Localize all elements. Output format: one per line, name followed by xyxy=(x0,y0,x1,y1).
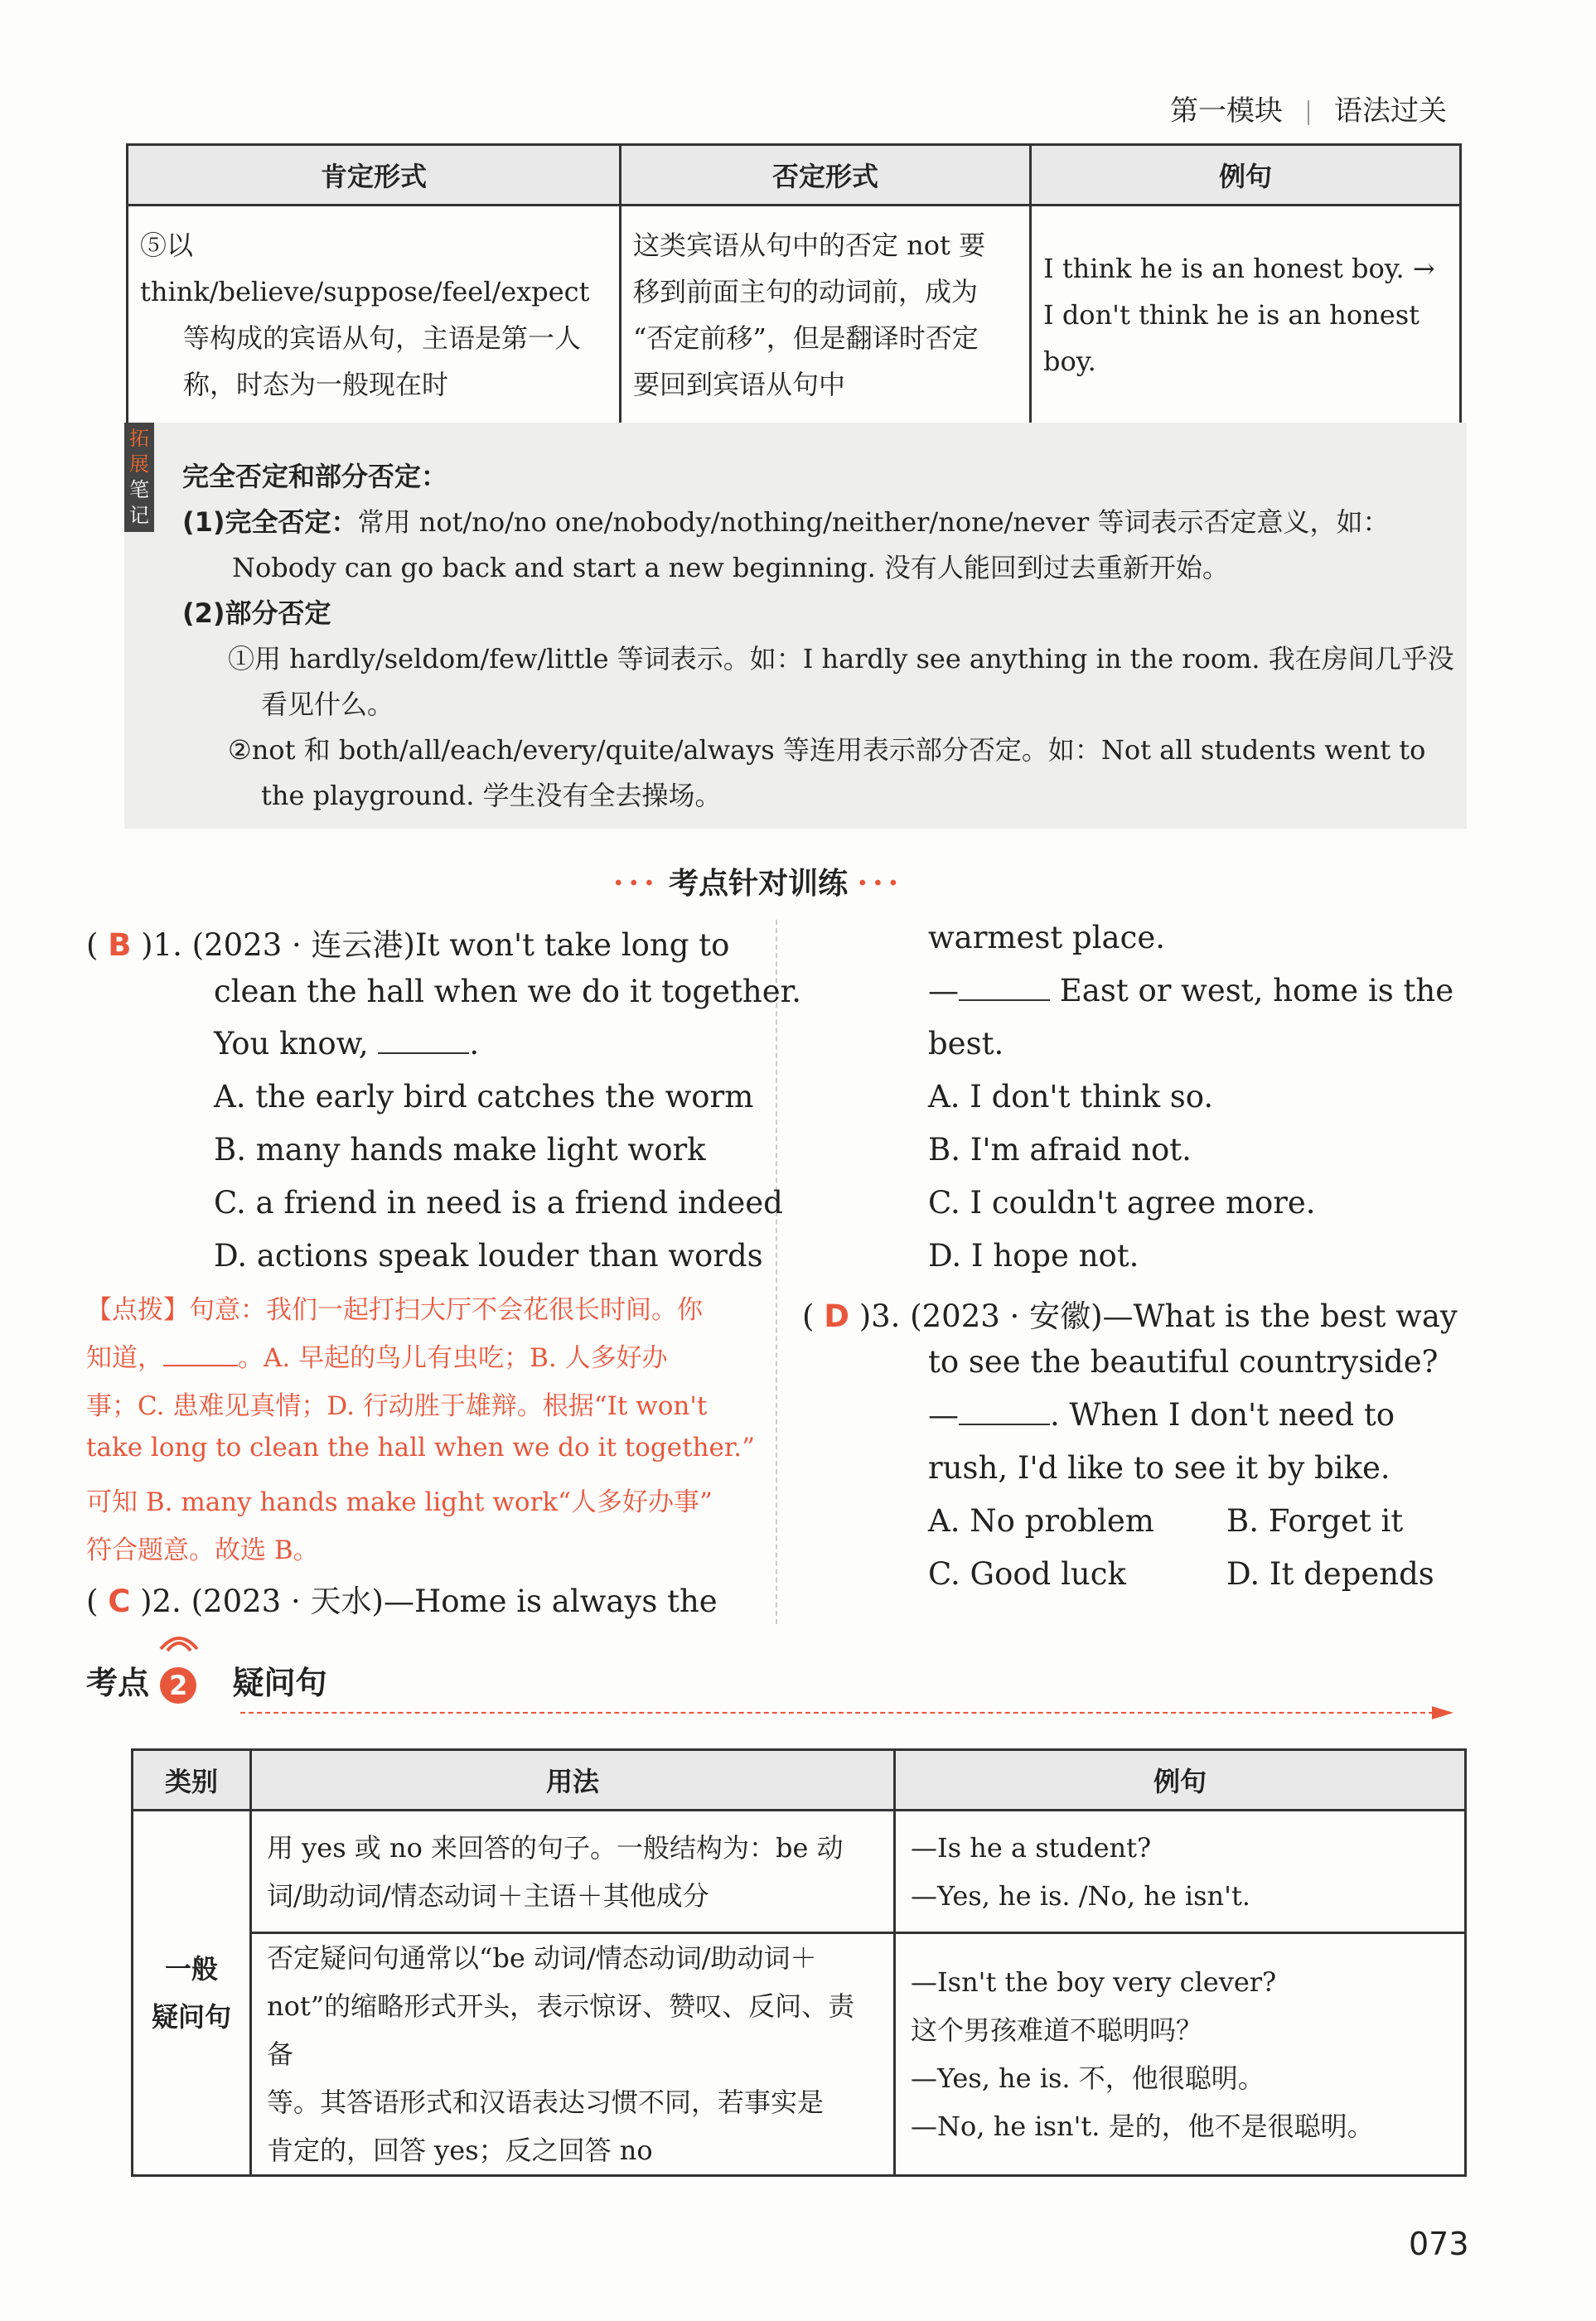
q2-option-a: A. I don't think so. xyxy=(928,1079,1214,1115)
q2-stem: )2. (2023 · 天水)—Home is always the xyxy=(140,1584,718,1619)
text-line: I think he is an honest boy. → xyxy=(1043,253,1435,284)
text-line: 用 yes 或 no 来回答的句子。一般结构为：be 动 xyxy=(267,1831,844,1864)
text-line: 这个男孩难道不聪明吗？ xyxy=(911,2014,1203,2046)
question-3: ( D )3. (2023 · 安徽)—What is the best way xyxy=(802,1298,1458,1334)
q1-option-b: B. many hands make light work xyxy=(214,1132,706,1168)
q1-option-d: D. actions speak louder than words xyxy=(214,1238,763,1274)
q3-option-c: C. Good luck xyxy=(928,1556,1126,1592)
arrow-right-icon xyxy=(1432,1704,1457,1721)
category-line: 一般 xyxy=(164,1953,218,1985)
extension-title: 完全否定和部分否定： xyxy=(182,461,448,492)
text-line: 等。其答语形式和汉语表达习惯不同，若事实是 xyxy=(267,2086,825,2118)
q3-stem-blank: — . When I don't need to xyxy=(928,1397,1395,1433)
blank xyxy=(378,1028,469,1054)
dots-left: ··· xyxy=(613,866,660,901)
positive-cell xyxy=(128,206,621,425)
tag-char: 拓 xyxy=(129,427,149,450)
q3-option-a: A. No problem xyxy=(928,1503,1154,1539)
col-positive-header: 肯定形式 xyxy=(128,145,621,206)
blank xyxy=(959,974,1050,1001)
q3-option-b: B. Forget it xyxy=(1226,1503,1404,1539)
q1-option-a: A. the early bird catches the worm xyxy=(214,1079,754,1115)
module-label: 第一模块 xyxy=(1170,94,1283,128)
extension-item1 xyxy=(182,501,1389,539)
text-line: 这类宾语从句中的否定 not 要 xyxy=(633,230,986,261)
q1-stem: )1. (2023 · 连云港)It won't take long to xyxy=(141,927,730,963)
example-cell xyxy=(895,1933,1466,2176)
page-header xyxy=(1170,88,1447,128)
text-line: 否定疑问句通常以“be 动词/情态动词/助动词＋ xyxy=(267,1942,817,1974)
extension-notes xyxy=(124,423,1467,829)
q2-option-b: B. I'm afraid not. xyxy=(928,1132,1192,1168)
extension-item1-example: Nobody can go back and start a new beginning. 没有人能回到过去重新开始。 xyxy=(232,552,1229,583)
tip-text: 知道， xyxy=(86,1343,163,1373)
section-label: 考点 xyxy=(86,1665,150,1701)
extension-item2a-cont: 看见什么。 xyxy=(261,689,394,720)
example-cell xyxy=(895,1811,1466,1933)
tip-line: 事；C. 患难见真情；D. 行动胜于雄辩。根据“It won't xyxy=(86,1391,708,1421)
question-table xyxy=(131,1748,1467,2177)
extension-item2b-cont: the playground. 学生没有全去操场。 xyxy=(261,780,722,811)
col-example-header: 例句 xyxy=(895,1750,1466,1811)
tip-line: 可知 B. many hands make light work“人多好办事” xyxy=(86,1487,713,1517)
text-line: —No, he isn't. 是的，他不是很聪明。 xyxy=(911,2111,1374,2142)
text-line: 肯定的，回答 yes；反之回答 no xyxy=(267,2135,653,2166)
text-line: —Yes, he is. /No, he isn't. xyxy=(911,1879,1250,1912)
text-line: —Yes, he is. 不，他很聪明。 xyxy=(911,2062,1265,2094)
text-line: ⑤以 think/believe/suppose/feel/expect xyxy=(140,230,590,307)
tip-line xyxy=(86,1337,668,1374)
tip-line: 【点拨】句意：我们一起打扫大厅不会花很长时间。你 xyxy=(86,1295,703,1325)
text-line: I don't think he is an honest boy. xyxy=(1043,299,1419,377)
extension-item2a: ①用 hardly/seldom/few/little 等词表示。如：I hardly see anything in the room. 我在房间几乎没 xyxy=(228,643,1454,675)
negative-cell xyxy=(621,206,1031,425)
q3-option-d: D. It depends xyxy=(1226,1556,1434,1592)
section-number-badge: 2 xyxy=(160,1667,196,1704)
dots-right: ··· xyxy=(857,866,904,901)
text-line: —Isn't the boy very clever? xyxy=(911,1966,1277,1998)
col-category-header: 类别 xyxy=(133,1750,251,1811)
q2-stem-line: warmest place. xyxy=(928,920,1165,955)
category-cell xyxy=(133,1811,251,2176)
answer-3: D xyxy=(824,1298,849,1334)
tag-char: 展 xyxy=(129,452,149,476)
text-line: 移到前面主句的动词前，成为 xyxy=(633,276,979,307)
question-2: ( C )2. (2023 · 天水)—Home is always the xyxy=(86,1584,718,1619)
blank xyxy=(163,1340,238,1366)
answer-2: C xyxy=(108,1584,131,1619)
q2-stem-blank: — East or west, home is the xyxy=(928,973,1454,1008)
blank xyxy=(959,1399,1050,1425)
text-line: “否定前移”，但是翻译时否定 xyxy=(633,322,979,354)
section-title: 疑问句 xyxy=(232,1665,327,1701)
text-line: 称，时态为一般现在时 xyxy=(183,369,449,400)
text-line: 词/助动词/情态动词＋主语＋其他成分 xyxy=(267,1879,709,1912)
q1-option-c: C. a friend in need is a friend indeed xyxy=(214,1185,783,1221)
text-line: 要回到宾语从句中 xyxy=(633,369,846,400)
usage-cell xyxy=(251,1933,895,2176)
q3-stem-line: to see the beautiful countryside? xyxy=(928,1344,1439,1380)
extension-item2b: ②not 和 both/all/each/every/quite/always 等连用表示部分否定。如：Not all students went to xyxy=(228,734,1426,766)
q2-option-c: C. I couldn't agree more. xyxy=(928,1185,1316,1221)
q1-stem-blank: You know, . xyxy=(214,1026,480,1061)
section-divider xyxy=(240,1712,1434,1714)
signal-icon xyxy=(154,1626,204,1652)
tip-text: 。A. 早起的鸟儿有虫吃；B. 人多好办 xyxy=(238,1343,668,1373)
col-example-header: 例句 xyxy=(1031,145,1461,206)
practice-title-text: 考点针对训练 xyxy=(669,867,849,901)
text-line: 等构成的宾语从句，主语是第一人 xyxy=(183,322,582,354)
column-divider xyxy=(776,920,777,1624)
q1-stem-line: clean the hall when we do it together. xyxy=(214,974,801,1009)
item-text: 常用 not/no/no one/nobody/nothing/neither/none/never 等词表示否定意义，如： xyxy=(357,506,1390,538)
question-1: ( B )1. (2023 · 连云港)It won't take long to xyxy=(86,927,730,963)
q1-stem-text: You know, xyxy=(214,1026,369,1061)
text-line: —Is he a student? xyxy=(911,1831,1152,1864)
col-usage-header: 用法 xyxy=(251,1750,895,1811)
tip-line: take long to clean the hall when we do it together.” xyxy=(86,1433,755,1463)
q3-stem: )3. (2023 · 安徽)—What is the best way xyxy=(858,1298,1458,1334)
extension-tag xyxy=(124,423,154,532)
text-line: not”的缩略形式开头，表示惊讶、赞叹、反问、责备 xyxy=(267,1990,855,2070)
tag-char: 记 xyxy=(129,504,149,527)
q3-stem-line: rush, I'd like to see it by bike. xyxy=(928,1450,1390,1486)
item-label: (1)完全否定： xyxy=(182,506,358,538)
practice-title xyxy=(613,860,903,902)
q2-stem-text: East or west, home is the xyxy=(1059,973,1454,1008)
extension-item2-label: (2)部分否定 xyxy=(182,597,331,629)
answer-1: B xyxy=(108,927,132,963)
page-number: 073 xyxy=(1409,2226,1469,2262)
tip-line: 符合题意。故选 B。 xyxy=(86,1535,319,1565)
q2-stem-line: best. xyxy=(928,1026,1004,1061)
section-label: 语法过关 xyxy=(1334,94,1447,128)
q2-option-d: D. I hope not. xyxy=(928,1238,1139,1274)
header-divider xyxy=(1308,100,1309,125)
col-negative-header: 否定形式 xyxy=(621,145,1031,206)
example-cell xyxy=(1031,206,1461,425)
category-line: 疑问句 xyxy=(151,2001,231,2033)
q3-stem-text: . When I don't need to xyxy=(1050,1397,1395,1433)
usage-cell xyxy=(251,1811,895,1933)
negation-table xyxy=(126,143,1462,426)
tag-char: 笔 xyxy=(129,478,149,501)
section-heading xyxy=(86,1657,327,1704)
